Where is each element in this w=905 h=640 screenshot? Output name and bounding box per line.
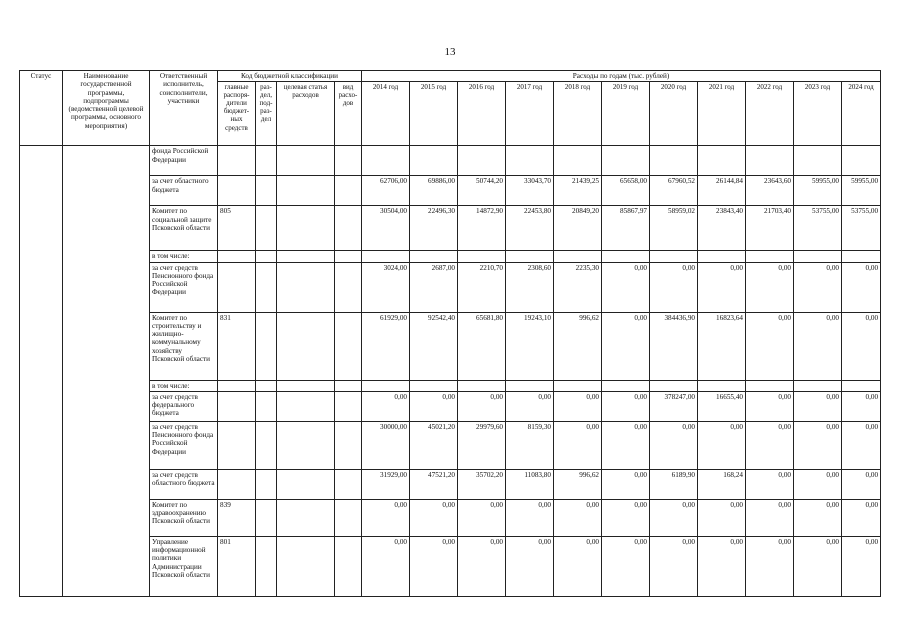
year-value-cell: 20849,20 (554, 206, 602, 251)
year-value-cell: 0,00 (602, 536, 650, 596)
target-article-cell (277, 312, 335, 380)
year-value-cell: 0,00 (842, 499, 881, 536)
year-value-cell (362, 380, 410, 391)
year-value-cell: 14872,90 (458, 206, 506, 251)
year-value-cell (458, 251, 506, 262)
year-value-cell: 85867,97 (602, 206, 650, 251)
grbs-code-cell: 831 (218, 312, 256, 380)
year-value-cell: 0,00 (746, 499, 794, 536)
target-article-cell (277, 206, 335, 251)
header-code-grbs: главные распоря-дители бюджет-ных средств (218, 82, 256, 146)
expense-type-cell (335, 251, 362, 262)
year-value-cell: 2235,30 (554, 262, 602, 312)
year-value-cell: 0,00 (746, 421, 794, 469)
year-value-cell: 0,00 (602, 262, 650, 312)
section-code-cell (256, 536, 277, 596)
target-article-cell (277, 251, 335, 262)
year-value-cell: 0,00 (794, 262, 842, 312)
year-value-cell (746, 380, 794, 391)
year-value-cell (362, 251, 410, 262)
grbs-code-cell (218, 251, 256, 262)
year-value-cell: 59955,00 (794, 176, 842, 206)
year-value-cell: 3024,00 (362, 262, 410, 312)
status-cell (20, 146, 63, 597)
expense-type-cell (335, 206, 362, 251)
year-value-cell: 16655,40 (698, 391, 746, 421)
responsible-cell: за счет средств федерального бюджета (150, 391, 218, 421)
year-value-cell: 2687,00 (410, 262, 458, 312)
year-value-cell (362, 146, 410, 176)
year-value-cell: 2308,60 (506, 262, 554, 312)
year-value-cell (650, 146, 698, 176)
year-value-cell: 59955,00 (842, 176, 881, 206)
year-value-cell: 53755,00 (794, 206, 842, 251)
responsible-cell: Комитет по здравоохранению Псковской области (150, 499, 218, 536)
year-value-cell: 0,00 (602, 391, 650, 421)
year-value-cell: 0,00 (698, 499, 746, 536)
year-value-cell: 50744,20 (458, 176, 506, 206)
year-value-cell: 0,00 (746, 312, 794, 380)
responsible-cell: за счет средств областного бюджета (150, 469, 218, 499)
year-value-cell: 0,00 (410, 499, 458, 536)
table-row (20, 536, 881, 596)
expense-type-cell (335, 421, 362, 469)
table-row (20, 176, 881, 206)
section-code-cell (256, 206, 277, 251)
year-value-cell: 0,00 (554, 499, 602, 536)
responsible-cell: Комитет по социальной защите Псковской области (150, 206, 218, 251)
year-value-cell: 53755,00 (842, 206, 881, 251)
year-value-cell: 11083,80 (506, 469, 554, 499)
header-code-group: Код бюджетной классификации (218, 71, 362, 82)
year-value-cell: 21439,25 (554, 176, 602, 206)
year-value-cell (794, 146, 842, 176)
year-value-cell: 0,00 (650, 499, 698, 536)
year-value-cell: 23843,40 (698, 206, 746, 251)
section-code-cell (256, 469, 277, 499)
table-row (20, 469, 881, 499)
year-value-cell (410, 251, 458, 262)
year-value-cell: 0,00 (746, 469, 794, 499)
year-value-cell: 69886,00 (410, 176, 458, 206)
year-value-cell: 22453,80 (506, 206, 554, 251)
year-value-cell: 0,00 (698, 536, 746, 596)
year-value-cell: 2210,70 (458, 262, 506, 312)
year-value-cell (650, 251, 698, 262)
table-row (20, 146, 881, 176)
grbs-code-cell (218, 176, 256, 206)
year-value-cell (506, 146, 554, 176)
year-value-cell: 0,00 (458, 391, 506, 421)
grbs-code-cell (218, 421, 256, 469)
year-value-cell (554, 251, 602, 262)
year-value-cell: 0,00 (842, 391, 881, 421)
year-value-cell: 0,00 (842, 469, 881, 499)
section-code-cell (256, 391, 277, 421)
target-article-cell (277, 391, 335, 421)
table-row (20, 499, 881, 536)
year-value-cell: 0,00 (362, 499, 410, 536)
year-value-cell: 0,00 (602, 312, 650, 380)
year-value-cell (842, 146, 881, 176)
header-year: 2014 год (362, 82, 410, 146)
year-value-cell: 0,00 (506, 536, 554, 596)
year-value-cell: 19243,10 (506, 312, 554, 380)
table-row (20, 262, 881, 312)
year-value-cell: 0,00 (410, 536, 458, 596)
year-value-cell (794, 380, 842, 391)
target-article-cell (277, 176, 335, 206)
year-value-cell: 0,00 (362, 536, 410, 596)
grbs-code-cell (218, 146, 256, 176)
year-value-cell: 0,00 (362, 391, 410, 421)
section-code-cell (256, 262, 277, 312)
year-value-cell: 92542,40 (410, 312, 458, 380)
year-value-cell: 58959,02 (650, 206, 698, 251)
header-year: 2015 год (410, 82, 458, 146)
year-value-cell: 8159,30 (506, 421, 554, 469)
section-code-cell (256, 421, 277, 469)
section-code-cell (256, 251, 277, 262)
year-value-cell (410, 380, 458, 391)
year-value-cell: 0,00 (458, 499, 506, 536)
year-value-cell: 35702,20 (458, 469, 506, 499)
table-row (20, 380, 881, 391)
year-value-cell: 47521,20 (410, 469, 458, 499)
header-year: 2024 год (842, 82, 881, 146)
header-code-type: вид расхо-дов (335, 82, 362, 146)
section-code-cell (256, 380, 277, 391)
header-name: Наименование государственной программы, подпрограммы (ведомственной целевой программы, основного мероприятия) (63, 71, 150, 146)
grbs-code-cell (218, 391, 256, 421)
year-value-cell: 65658,00 (602, 176, 650, 206)
year-value-cell: 65681,80 (458, 312, 506, 380)
year-value-cell: 0,00 (602, 469, 650, 499)
year-value-cell: 996,62 (554, 312, 602, 380)
table-row (20, 391, 881, 421)
year-value-cell: 45021,20 (410, 421, 458, 469)
year-value-cell (506, 251, 554, 262)
year-value-cell: 0,00 (746, 391, 794, 421)
year-value-cell: 0,00 (794, 499, 842, 536)
year-value-cell: 30504,00 (362, 206, 410, 251)
header-years-group: Расходы по годам (тыс. рублей) (362, 71, 881, 82)
name-cell (63, 146, 150, 597)
year-value-cell: 0,00 (794, 421, 842, 469)
grbs-code-cell (218, 262, 256, 312)
responsible-cell: фонда Российской Федерации (150, 146, 218, 176)
header-year: 2018 год (554, 82, 602, 146)
year-value-cell: 62706,00 (362, 176, 410, 206)
expense-type-cell (335, 469, 362, 499)
grbs-code-cell: 805 (218, 206, 256, 251)
year-value-cell: 168,24 (698, 469, 746, 499)
year-value-cell: 0,00 (650, 421, 698, 469)
expense-type-cell (335, 176, 362, 206)
year-value-cell: 21703,40 (746, 206, 794, 251)
header-year: 2016 год (458, 82, 506, 146)
section-code-cell (256, 146, 277, 176)
year-value-cell: 0,00 (650, 536, 698, 596)
year-value-cell: 30000,00 (362, 421, 410, 469)
section-code-cell (256, 312, 277, 380)
header-year: 2020 год (650, 82, 698, 146)
year-value-cell: 0,00 (842, 536, 881, 596)
year-value-cell: 0,00 (602, 421, 650, 469)
year-value-cell (602, 380, 650, 391)
header-code-target: целевая статья расходов (277, 82, 335, 146)
target-article-cell (277, 536, 335, 596)
section-code-cell (256, 176, 277, 206)
year-value-cell: 0,00 (794, 391, 842, 421)
year-value-cell: 0,00 (698, 262, 746, 312)
expense-type-cell (335, 391, 362, 421)
target-article-cell (277, 380, 335, 391)
year-value-cell: 0,00 (650, 262, 698, 312)
target-article-cell (277, 499, 335, 536)
year-value-cell: 0,00 (554, 536, 602, 596)
responsible-cell: за счет средств Пенсионного фонда Российской Федерации (150, 262, 218, 312)
year-value-cell (506, 380, 554, 391)
header-year: 2021 год (698, 82, 746, 146)
expense-type-cell (335, 146, 362, 176)
year-value-cell (794, 251, 842, 262)
year-value-cell (602, 146, 650, 176)
year-value-cell (698, 146, 746, 176)
year-value-cell: 0,00 (746, 262, 794, 312)
year-value-cell: 22496,30 (410, 206, 458, 251)
header-year: 2017 год (506, 82, 554, 146)
year-value-cell: 0,00 (554, 391, 602, 421)
expense-type-cell (335, 499, 362, 536)
year-value-cell: 0,00 (842, 262, 881, 312)
target-article-cell (277, 421, 335, 469)
year-value-cell: 33043,70 (506, 176, 554, 206)
year-value-cell (554, 380, 602, 391)
header-year: 2023 год (794, 82, 842, 146)
year-value-cell: 16823,64 (698, 312, 746, 380)
responsible-cell: в том числе: (150, 380, 218, 391)
expense-type-cell (335, 262, 362, 312)
year-value-cell (842, 251, 881, 262)
year-value-cell: 6189,90 (650, 469, 698, 499)
year-value-cell: 0,00 (602, 499, 650, 536)
responsible-cell: за счет средств Пенсионного фонда Российской Федерации (150, 421, 218, 469)
year-value-cell (698, 251, 746, 262)
table-row (20, 312, 881, 380)
year-value-cell: 0,00 (506, 499, 554, 536)
year-value-cell (554, 146, 602, 176)
target-article-cell (277, 262, 335, 312)
target-article-cell (277, 469, 335, 499)
target-article-cell (277, 146, 335, 176)
page-number: 13 (444, 46, 456, 58)
header-responsible: Ответственный исполнитель, соисполнители, участники (150, 71, 218, 146)
grbs-code-cell: 801 (218, 536, 256, 596)
year-value-cell (410, 146, 458, 176)
responsible-cell: Управление информационной политики Администрации Псковской области (150, 536, 218, 596)
year-value-cell: 0,00 (794, 312, 842, 380)
header-year: 2022 год (746, 82, 794, 146)
section-code-cell (256, 499, 277, 536)
year-value-cell: 0,00 (794, 536, 842, 596)
expense-type-cell (335, 380, 362, 391)
year-value-cell: 0,00 (698, 421, 746, 469)
table-row (20, 251, 881, 262)
year-value-cell: 0,00 (746, 536, 794, 596)
year-value-cell (698, 380, 746, 391)
year-value-cell: 67960,52 (650, 176, 698, 206)
year-value-cell: 26144,84 (698, 176, 746, 206)
year-value-cell: 0,00 (506, 391, 554, 421)
year-value-cell: 23643,60 (746, 176, 794, 206)
year-value-cell: 378247,00 (650, 391, 698, 421)
year-value-cell (746, 251, 794, 262)
year-value-cell: 0,00 (842, 421, 881, 469)
year-value-cell: 31929,00 (362, 469, 410, 499)
header-year: 2019 год (602, 82, 650, 146)
table-row (20, 421, 881, 469)
year-value-cell: 0,00 (458, 536, 506, 596)
year-value-cell: 0,00 (554, 421, 602, 469)
year-value-cell (842, 380, 881, 391)
grbs-code-cell (218, 469, 256, 499)
responsible-cell: Комитет по строительству и жилищно-коммунальному хозяйству Псковской области (150, 312, 218, 380)
year-value-cell: 0,00 (410, 391, 458, 421)
year-value-cell (458, 146, 506, 176)
year-value-cell: 384436,90 (650, 312, 698, 380)
grbs-code-cell (218, 380, 256, 391)
budget-table (19, 70, 881, 597)
year-value-cell: 29979,60 (458, 421, 506, 469)
year-value-cell: 0,00 (794, 469, 842, 499)
table-row (20, 206, 881, 251)
table-body (20, 146, 881, 597)
year-value-cell (602, 251, 650, 262)
year-value-cell: 61929,00 (362, 312, 410, 380)
grbs-code-cell: 839 (218, 499, 256, 536)
year-value-cell (458, 380, 506, 391)
year-value-cell (746, 146, 794, 176)
header-status: Статус (20, 71, 63, 146)
expense-type-cell (335, 536, 362, 596)
responsible-cell: за счет областного бюджета (150, 176, 218, 206)
year-value-cell (650, 380, 698, 391)
expense-type-cell (335, 312, 362, 380)
header-code-section: раз-дел, под-раз-дел (256, 82, 277, 146)
responsible-cell: в том числе: (150, 251, 218, 262)
year-value-cell: 996,62 (554, 469, 602, 499)
year-value-cell: 0,00 (842, 312, 881, 380)
